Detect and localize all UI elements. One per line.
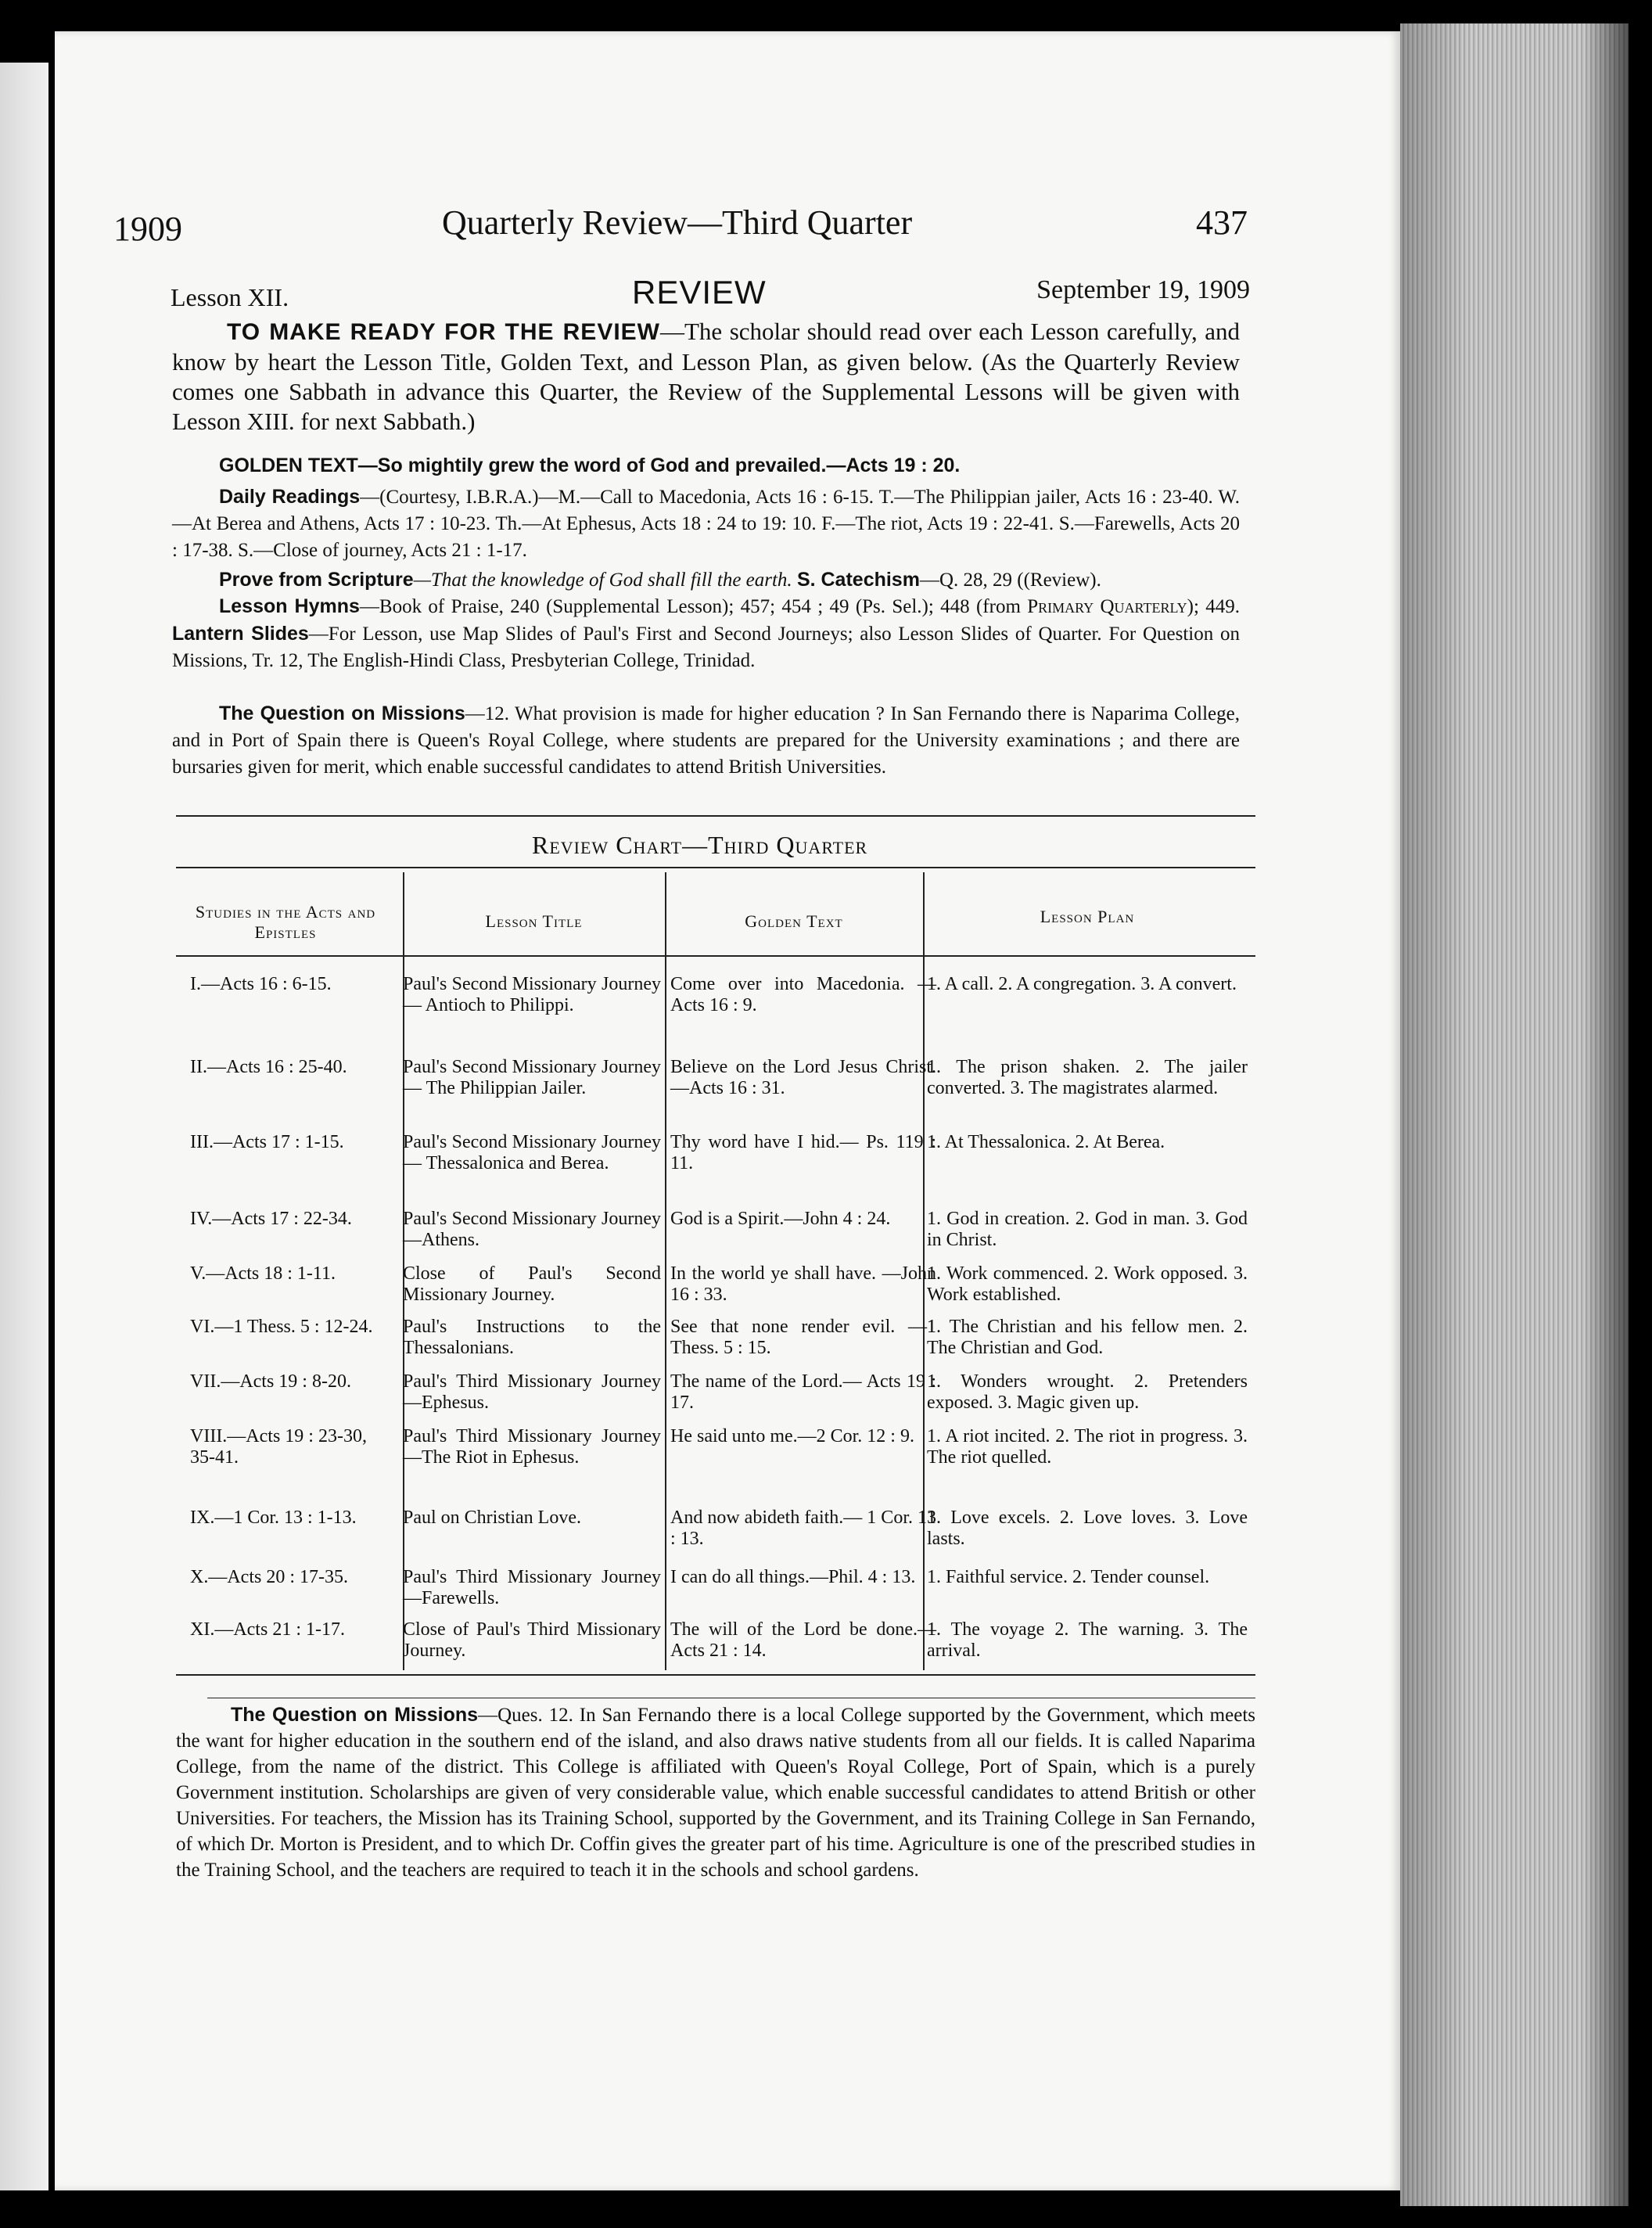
lesson-plan-cell: 1. A riot incited. 2. The riot in progress. 3. The riot quelled. (927, 1426, 1248, 1468)
header-lesson-title: Lesson Title (485, 911, 583, 931)
lesson-number: Lesson XII. (171, 283, 289, 311)
golden-text-paragraph (172, 452, 1240, 480)
prove-text: —That the knowledge of God shall fill the earth. (413, 570, 792, 591)
prove-label: Prove from Scripture (219, 569, 414, 591)
study-cell: VIII.—Acts 19 : 23-30, 35-41. (190, 1426, 367, 1468)
lesson-plan-cell: 1. Faithful service. 2. Tender counsel. (927, 1567, 1210, 1587)
running-head: Quarterly Review—Third Quarter (442, 203, 913, 242)
study-cell: VI.—1 Thess. 5 : 12-24. (190, 1317, 373, 1337)
catechism-label: S. Catechism (796, 569, 920, 591)
lesson-title-cell: Paul's Third Missionary Journey—Ephesus. (403, 1371, 661, 1413)
lesson-title: REVIEW (632, 274, 767, 311)
golden-text-cell: Come over into Macedonia. —Acts 16 : 9. (670, 974, 936, 1015)
study-cell: IX.—1 Cor. 13 : 1-13. (190, 1507, 357, 1528)
golden-text-cell: In the world ye shall have. —John 16 : 33. (670, 1263, 936, 1305)
lesson-plan-cell: 1. The Christian and his fellow men. 2. The Christian and God. (927, 1317, 1248, 1358)
header-rule (176, 955, 1255, 957)
lesson-plan-cell: 1. The voyage 2. The warning. 3. The arrival. (927, 1619, 1248, 1661)
golden-text-cell: Believe on the Lord Jesus Christ.—Acts 16 : 31. (670, 1057, 936, 1098)
daily-readings-label: Daily Readings (219, 486, 361, 508)
lesson-plan-cell: 1. The prison shaken. 2. The jailer converted. 3. The magistrates alarmed. (927, 1057, 1248, 1098)
golden-text-cell: And now abideth faith.— 1 Cor. 13 : 13. (670, 1507, 936, 1549)
missions-short-paragraph (172, 700, 1240, 781)
lesson-heading (171, 274, 1250, 321)
lesson-title-cell: Paul's Second Missionary Journey—Athens. (403, 1209, 661, 1250)
lesson-plan-cell: 1. At Thessalonica. 2. At Berea. (927, 1132, 1165, 1152)
golden-text-label: GOLDEN TEXT (219, 455, 358, 476)
study-cell: XI.—Acts 21 : 1-17. (190, 1619, 345, 1640)
left-page-edge (0, 63, 48, 2190)
missions-short-text: —12. What provision is made for higher education ? In San Fernando there is Naparima College, and in Port of Spain there is Queen's Royal College, where students are prepared for the University examinations ; and there are bursaries given for merit, which enable successful candidates to attend British Universities. (172, 703, 1240, 778)
make-ready-text: —The scholar should read over each Lesson carefully, and know by heart the Lesson Title, Golden Text, and Lesson Plan, as given below. (As the Quarterly Review comes one Sabbath in advance this Quarter, the Review of the Supplemental Lessons will be given with Lesson XIII. for next Sabbath.) (172, 318, 1241, 435)
header-lesson-plan: Lesson Plan (1040, 907, 1135, 926)
header-golden-text: Golden Text (745, 911, 843, 931)
chart-top-rule (176, 815, 1255, 817)
golden-text-cell: God is a Spirit.—John 4 : 24. (670, 1209, 891, 1229)
lesson-title-cell: Paul's Third Missionary Journey—Farewells. (403, 1567, 661, 1608)
hymns-text-b: ); 449. (1187, 596, 1241, 617)
lesson-plan-cell: 1. A call. 2. A congregation. 3. A convert. (927, 974, 1237, 994)
lesson-title-cell: Close of Paul's Second Missionary Journey. (403, 1263, 661, 1305)
lesson-plan-cell: 1. Work commenced. 2. Work opposed. 3. Work established. (927, 1263, 1248, 1305)
study-cell: V.—Acts 18 : 1-11. (190, 1263, 336, 1284)
chart-title: Review Chart—Third Quarter (532, 831, 868, 859)
header-studies: Studies in the Acts and Epistles (195, 902, 376, 942)
golden-text-cell: See that none render evil. —1 Thess. 5 : 15. (670, 1317, 936, 1358)
book-edge-shadow (1400, 23, 1629, 2206)
hymns-label: Lesson Hymns (219, 595, 360, 617)
lesson-title-cell: Paul's Instructions to the Thessalonians. (403, 1317, 661, 1358)
study-cell: X.—Acts 20 : 17-35. (190, 1567, 348, 1587)
column-divider (665, 872, 666, 1670)
study-cell: I.—Acts 16 : 6-15. (190, 974, 332, 994)
missions-long-label: The Question on Missions (231, 1704, 479, 1726)
golden-text-cell: He said unto me.—2 Cor. 12 : 9. (670, 1426, 914, 1446)
chart-bottom-rule (176, 1674, 1255, 1676)
golden-text-cell: Thy word have I hid.— Ps. 119 : 11. (670, 1132, 936, 1173)
prove-paragraph (172, 566, 1240, 594)
lesson-title-cell: Paul's Second Missionary Journey — Thessalonica and Berea. (403, 1132, 661, 1173)
make-ready-paragraph (172, 317, 1240, 437)
lesson-title-cell: Paul's Third Missionary Journey—The Riot in Ephesus. (403, 1426, 661, 1468)
lesson-date: September 19, 1909 (1036, 275, 1250, 304)
lesson-title-cell: Close of Paul's Third Missionary Journey. (403, 1619, 661, 1661)
golden-text-text: —So mightily grew the word of God and prevailed.—Acts 19 : 20. (357, 455, 961, 476)
page-header (113, 199, 1248, 254)
catechism-text: —Q. 28, 29 ((Review). (919, 570, 1101, 591)
hymns-text-a: —Book of Praise, 240 (Supplemental Lesson); 457; 454 ; 49 (Ps. Sel.); 448 (from (359, 596, 1028, 617)
hymns-paragraph (172, 593, 1240, 674)
missions-short-label: The Question on Missions (219, 703, 465, 724)
lesson-plan-cell: 1. Wonders wrought. 2. Pretenders exposed. 3. Magic given up. (927, 1371, 1248, 1413)
chart-title-rule (176, 867, 1255, 868)
golden-text-cell: I can do all things.—Phil. 4 : 13. (670, 1567, 916, 1587)
study-cell: III.—Acts 17 : 1-15. (190, 1132, 344, 1152)
study-cell: IV.—Acts 17 : 22-34. (190, 1209, 352, 1229)
golden-text-cell: The will of the Lord be done.—Acts 21 : 14. (670, 1619, 936, 1661)
study-cell: II.—Acts 16 : 25-40. (190, 1057, 347, 1077)
make-ready-lead: TO MAKE READY FOR THE REVIEW (227, 319, 660, 345)
lesson-title-cell: Paul's Second Missionary Journey — Antioch to Philippi. (403, 974, 661, 1015)
lantern-slides-label: Lantern Slides (172, 623, 309, 645)
page-number: 437 (1196, 203, 1248, 242)
lesson-title-cell: Paul's Second Missionary Journey — The Philippian Jailer. (403, 1057, 661, 1098)
lantern-slides-text: —For Lesson, use Map Slides of Paul's First and Second Journeys; also Lesson Slides of Quarter. For Question on Missions, Tr. 12, The English-Hindi Class, Presbyterian College, Trinidad. (172, 623, 1241, 671)
page-year: 1909 (113, 210, 182, 248)
daily-readings-paragraph (172, 483, 1240, 564)
primary-quarterly: Primary Quarterly (1027, 596, 1187, 617)
lesson-title-cell: Paul on Christian Love. (403, 1507, 581, 1528)
lesson-plan-cell: 1. Love excels. 2. Love loves. 3. Love lasts. (927, 1507, 1248, 1549)
review-chart-table (176, 872, 1255, 1670)
missions-long-paragraph (176, 1702, 1255, 1883)
lesson-plan-cell: 1. God in creation. 2. God in man. 3. God in Christ. (927, 1209, 1248, 1250)
study-cell: VII.—Acts 19 : 8-20. (190, 1371, 351, 1392)
daily-readings-text: —(Courtesy, I.B.R.A.)—M.—Call to Macedonia, Acts 16 : 6-15. T.—The Philippian jailer, Acts 16 : 23-40. W.—At Berea and Athens, Acts 17 : 10-23. Th.—At Ephesus, Acts 18 : 24 to 19: 10. F.—The riot, Acts 19 : 22-41. S.—Farewells, Acts 20 : 17-38. S.—Close of journey, Acts 21 : 1-17. (172, 487, 1240, 561)
missions-long-text: —Ques. 12. In San Fernando there is a local College supported by the Government, which meets the want for higher education in the southern end of the island, and also draws native students from all our fields. It is called Naparima College, from the name of the district. This College is affiliated with Queen's Royal College, Port of Spain, which is a purely Government institution. Scholarships are given of very considerable value, which enable successful candidates to attend British or other Universities. For teachers, the Mission has its Training School, supported by the Government, and its Training College in San Fernando, of which Dr. Morton is President, and to which Dr. Coffin gives the greater part of his time. Agriculture is one of the prescribed studies in the Training School, and the teachers are required to teach it in the schools and school gardens. (176, 1705, 1255, 1881)
golden-text-cell: The name of the Lord.— Acts 19 : 17. (670, 1371, 936, 1413)
